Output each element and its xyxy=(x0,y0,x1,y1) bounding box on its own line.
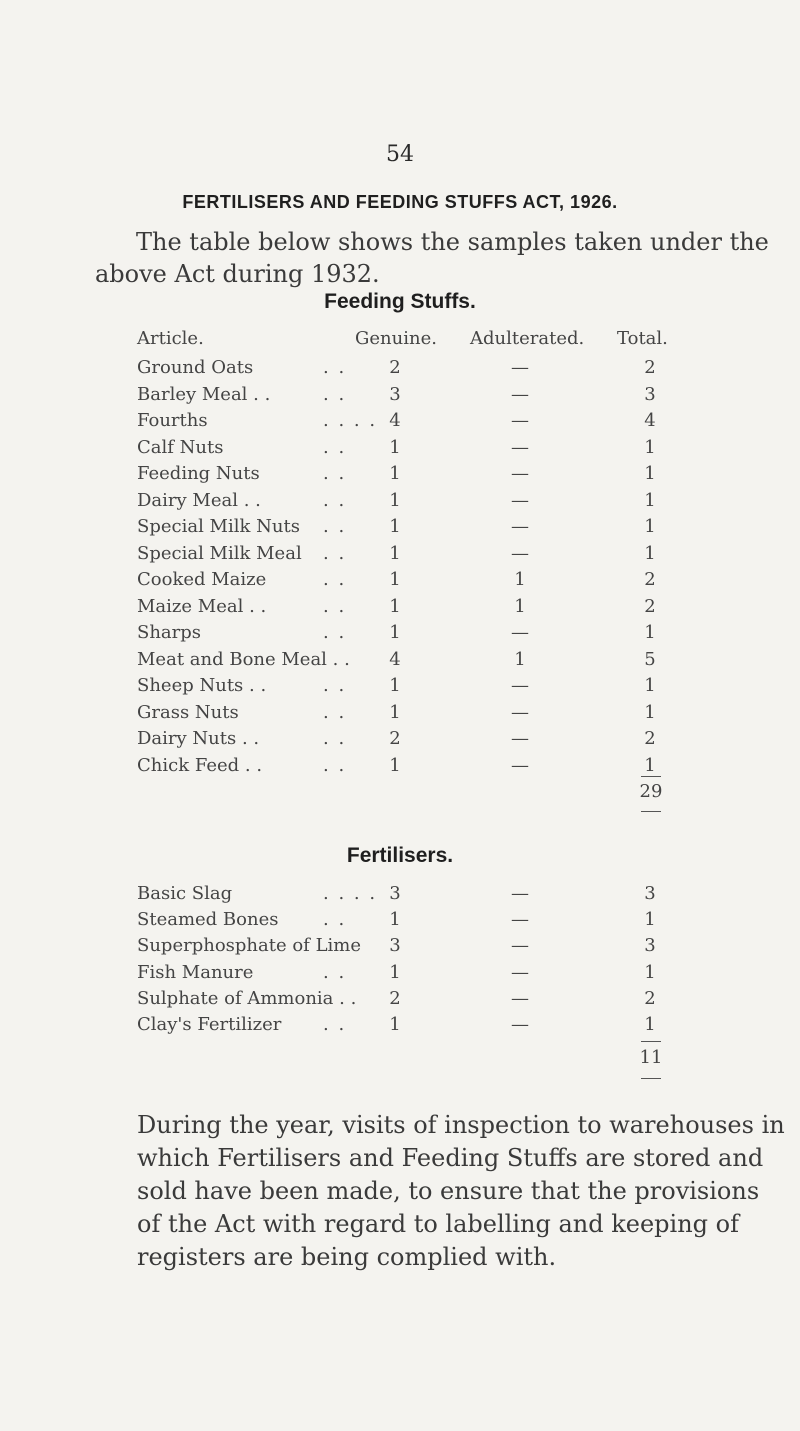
table-row xyxy=(0,384,800,412)
table-row xyxy=(0,543,800,571)
row-adulterated-count: — xyxy=(511,516,529,537)
row-genuine-count: 1 xyxy=(389,542,401,564)
row-total-count: 1 xyxy=(644,701,656,723)
row-genuine-count: 2 xyxy=(389,728,401,749)
table-row xyxy=(0,1014,800,1042)
row-adulterated-count: — xyxy=(511,935,529,957)
row-article-name: Grass Nuts xyxy=(137,701,239,723)
row-total-count: 2 xyxy=(644,569,656,590)
row-article-name: Cooked Maize xyxy=(137,569,267,590)
row-genuine-count: 3 xyxy=(389,935,401,957)
table-row xyxy=(0,410,800,438)
row-article-name: Calf Nuts xyxy=(137,436,224,458)
row-article-name: Barley Meal . . xyxy=(137,383,271,405)
row-total-count: 1 xyxy=(644,463,656,484)
row-genuine-count: 3 xyxy=(389,383,401,405)
row-article-name: Dairy Nuts . . xyxy=(137,728,260,749)
table-row xyxy=(0,728,800,756)
row-leader-dots: . . . . xyxy=(323,410,378,431)
row-total-count: 2 xyxy=(644,728,656,749)
table-row xyxy=(0,935,800,963)
table-row xyxy=(0,596,800,624)
feeding-total-rule-bottom xyxy=(641,811,661,812)
row-total-count: 1 xyxy=(644,675,656,696)
row-leader-dots: . . xyxy=(323,675,347,696)
table-row xyxy=(0,437,800,465)
fertiliser-total-rule-top xyxy=(641,1041,661,1042)
row-leader-dots: . . xyxy=(323,728,347,749)
row-article-name: Special Milk Nuts xyxy=(137,516,300,537)
fertiliser-grand-total: 11 xyxy=(639,1047,663,1068)
fertiliser-total-rule-bottom xyxy=(641,1078,661,1079)
feeding-stuffs-title: Feeding Stuffs. xyxy=(324,290,476,313)
row-leader-dots: . . xyxy=(323,383,347,405)
row-total-count: 2 xyxy=(644,987,656,1009)
row-leader-dots: . . xyxy=(323,516,347,537)
column-header-genuine: Genuine. xyxy=(355,328,437,349)
table-row xyxy=(0,962,800,990)
row-adulterated-count: — xyxy=(511,357,529,378)
row-leader-dots: . . xyxy=(323,595,347,617)
row-article-name: Superphosphate of Lime xyxy=(137,935,361,957)
page-number: 54 xyxy=(386,142,414,167)
row-adulterated-count: — xyxy=(511,909,529,931)
row-leader-dots: . . xyxy=(323,622,347,643)
row-adulterated-count: — xyxy=(511,754,529,776)
feeding-grand-total: 29 xyxy=(639,781,663,802)
row-total-count: 2 xyxy=(644,595,656,617)
row-leader-dots: . . xyxy=(323,436,347,458)
row-genuine-count: 1 xyxy=(389,909,401,931)
row-adulterated-count: — xyxy=(511,463,529,484)
row-adulterated-count: — xyxy=(511,728,529,749)
row-leader-dots: . . xyxy=(323,754,347,776)
row-leader-dots: . . xyxy=(323,701,347,723)
row-adulterated-count: 1 xyxy=(514,569,526,590)
row-genuine-count: 4 xyxy=(389,648,401,670)
intro-line-1: The table below shows the samples taken under the xyxy=(136,228,769,256)
row-adulterated-count: — xyxy=(511,987,529,1009)
table-row xyxy=(0,569,800,597)
row-adulterated-count: — xyxy=(511,489,529,511)
row-leader-dots: . . xyxy=(323,463,347,484)
column-header-adulterated: Adulterated. xyxy=(470,328,585,349)
column-header-article: Article. xyxy=(137,328,204,349)
row-genuine-count: 1 xyxy=(389,1014,401,1035)
row-article-name: Basic Slag xyxy=(137,883,233,904)
table-row xyxy=(0,463,800,491)
row-article-name: Meat and Bone Meal . . xyxy=(137,648,350,670)
page-heading: FERTILISERS AND FEEDING STUFFS ACT, 1926. xyxy=(182,192,618,212)
row-total-count: 1 xyxy=(644,1014,656,1035)
row-article-name: Sulphate of Ammonia . . xyxy=(137,987,357,1009)
table-row xyxy=(0,755,800,783)
table-row xyxy=(0,988,800,1016)
row-total-count: 5 xyxy=(644,648,656,670)
row-genuine-count: 2 xyxy=(389,987,401,1009)
row-adulterated-count: — xyxy=(511,436,529,458)
row-adulterated-count: — xyxy=(511,410,529,431)
table-row xyxy=(0,702,800,730)
row-total-count: 1 xyxy=(644,622,656,643)
row-article-name: Feeding Nuts xyxy=(137,463,260,484)
row-adulterated-count: — xyxy=(511,383,529,405)
row-article-name: Fourths xyxy=(137,410,208,431)
row-total-count: 3 xyxy=(644,935,656,957)
table-row xyxy=(0,516,800,544)
row-total-count: 1 xyxy=(644,436,656,458)
table-row xyxy=(0,622,800,650)
row-article-name: Steamed Bones xyxy=(137,909,279,931)
row-genuine-count: 1 xyxy=(389,595,401,617)
row-adulterated-count: 1 xyxy=(514,648,526,670)
fertilisers-title: Fertilisers. xyxy=(346,844,454,867)
row-adulterated-count: 1 xyxy=(514,595,526,617)
row-leader-dots: . . xyxy=(323,489,347,511)
row-article-name: Dairy Meal . . xyxy=(137,489,261,511)
row-adulterated-count: — xyxy=(511,675,529,696)
feeding-total-rule-top xyxy=(641,776,661,777)
table-row xyxy=(0,883,800,911)
table-row xyxy=(0,649,800,677)
column-header-total: Total. xyxy=(617,328,668,349)
row-total-count: 3 xyxy=(644,383,656,405)
row-total-count: 1 xyxy=(644,489,656,511)
row-total-count: 1 xyxy=(644,754,656,776)
row-adulterated-count: — xyxy=(511,622,529,643)
row-leader-dots: . . xyxy=(323,357,347,378)
row-genuine-count: 4 xyxy=(389,410,401,431)
row-leader-dots: . . . . xyxy=(323,883,378,904)
row-genuine-count: 3 xyxy=(389,883,401,904)
row-leader-dots: . . xyxy=(323,1014,347,1035)
row-leader-dots: . . xyxy=(323,961,347,983)
row-total-count: 2 xyxy=(644,357,656,378)
intro-line-2: above Act during 1932. xyxy=(95,260,380,288)
row-genuine-count: 1 xyxy=(389,622,401,643)
row-genuine-count: 1 xyxy=(389,569,401,590)
row-genuine-count: 1 xyxy=(389,961,401,983)
row-genuine-count: 1 xyxy=(389,675,401,696)
row-total-count: 1 xyxy=(644,961,656,983)
row-genuine-count: 1 xyxy=(389,463,401,484)
row-genuine-count: 1 xyxy=(389,516,401,537)
row-article-name: Fish Manure xyxy=(137,961,254,983)
closing-paragraph: During the year, visits of inspection to warehouses in which Fertilisers and Feeding Stuffs are stored and sold have been made, to ensure that the provisions of the Act with regard to labelling and keeping of registers are being complied with. xyxy=(137,1111,785,1271)
intro-paragraph xyxy=(95,226,795,290)
row-total-count: 1 xyxy=(644,516,656,537)
row-article-name: Maize Meal . . xyxy=(137,595,267,617)
row-adulterated-count: — xyxy=(511,542,529,564)
row-adulterated-count: — xyxy=(511,883,529,904)
row-adulterated-count: — xyxy=(511,1014,529,1035)
row-article-name: Sharps xyxy=(137,622,202,643)
row-leader-dots: . . xyxy=(323,569,347,590)
table-row xyxy=(0,357,800,385)
row-genuine-count: 1 xyxy=(389,754,401,776)
row-article-name: Sheep Nuts . . xyxy=(137,675,267,696)
row-genuine-count: 1 xyxy=(389,436,401,458)
row-total-count: 1 xyxy=(644,909,656,931)
row-leader-dots: . . xyxy=(323,909,347,931)
row-article-name: Ground Oats xyxy=(137,357,254,378)
table-row xyxy=(0,909,800,937)
row-adulterated-count: — xyxy=(511,701,529,723)
row-total-count: 1 xyxy=(644,542,656,564)
row-leader-dots: . . xyxy=(323,542,347,564)
row-total-count: 3 xyxy=(644,883,656,904)
table-row xyxy=(0,675,800,703)
row-article-name: Special Milk Meal xyxy=(137,542,302,564)
row-adulterated-count: — xyxy=(511,961,529,983)
row-article-name: Clay's Fertilizer xyxy=(137,1014,282,1035)
row-article-name: Chick Feed . . xyxy=(137,754,263,776)
row-genuine-count: 1 xyxy=(389,489,401,511)
row-total-count: 4 xyxy=(644,410,656,431)
table-row xyxy=(0,490,800,518)
row-genuine-count: 2 xyxy=(389,357,401,378)
row-genuine-count: 1 xyxy=(389,701,401,723)
